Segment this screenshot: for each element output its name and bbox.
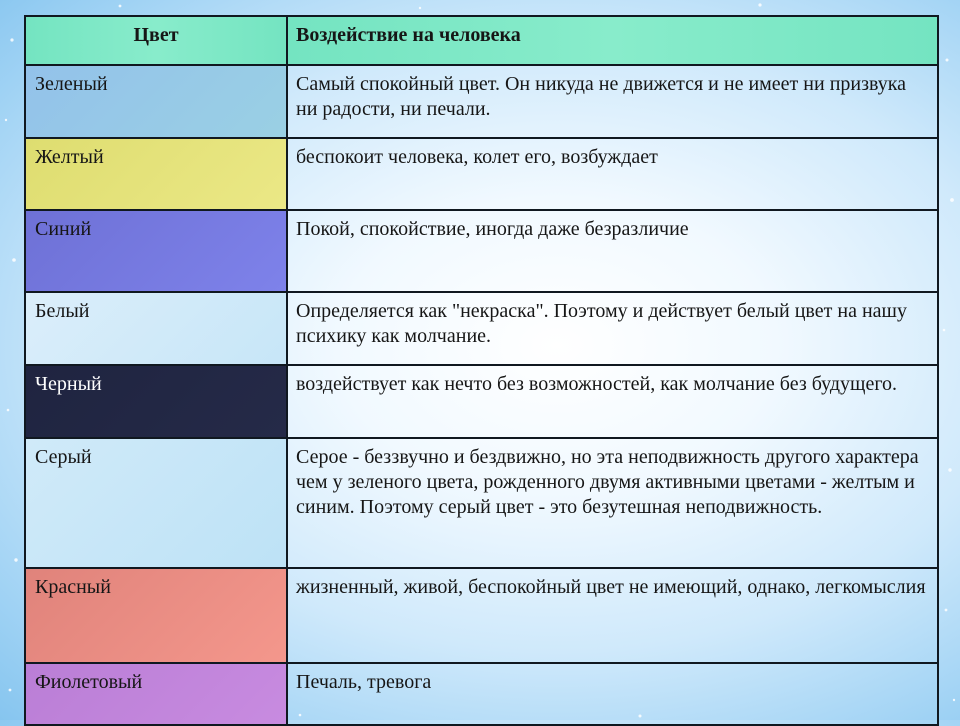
color-name: Зеленый — [25, 65, 287, 138]
color-effect: Самый спокойный цвет. Он никуда не движется и не имеет ни призвука ни радости, ни печали. — [287, 65, 938, 138]
table-row-yellow — [25, 138, 938, 210]
color-name: Желтый — [25, 138, 287, 210]
color-effect: воздействует как нечто без возможностей, как молчание без будущего. — [287, 365, 938, 438]
color-name: Синий — [25, 210, 287, 292]
table-row-red — [25, 568, 938, 663]
table-row-black — [25, 365, 938, 438]
header-row — [25, 16, 938, 65]
color-effect: беспокоит человека, колет его, возбуждает — [287, 138, 938, 210]
color-effect: жизненный, живой, беспокойный цвет не имеющий, однако, легкомыслия — [287, 568, 938, 663]
table-row-gray — [25, 438, 938, 568]
color-effect: Серое - беззвучно и бездвижно, но эта неподвижность другого характера чем у зеленого цвета, рожденного двумя активными цветами - желтым и синим. Поэтому серый цвет - это безутешная неподвижность. — [287, 438, 938, 568]
color-effect: Покой, спокойствие, иногда даже безразличие — [287, 210, 938, 292]
color-name: Красный — [25, 568, 287, 663]
color-name: Серый — [25, 438, 287, 568]
color-name: Черный — [25, 365, 287, 438]
color-name: Белый — [25, 292, 287, 365]
header-color: Цвет — [25, 16, 287, 65]
color-name: Фиолетовый — [25, 663, 287, 725]
table-row-white — [25, 292, 938, 365]
color-effects-table — [24, 15, 939, 726]
table-row-violet — [25, 663, 938, 725]
table-row-green — [25, 65, 938, 138]
color-effect: Определяется как "некраска". Поэтому и действует белый цвет на нашу психику как молчание. — [287, 292, 938, 365]
color-effect: Печаль, тревога — [287, 663, 938, 725]
header-effect: Воздействие на человека — [287, 16, 938, 65]
table-row-blue — [25, 210, 938, 292]
